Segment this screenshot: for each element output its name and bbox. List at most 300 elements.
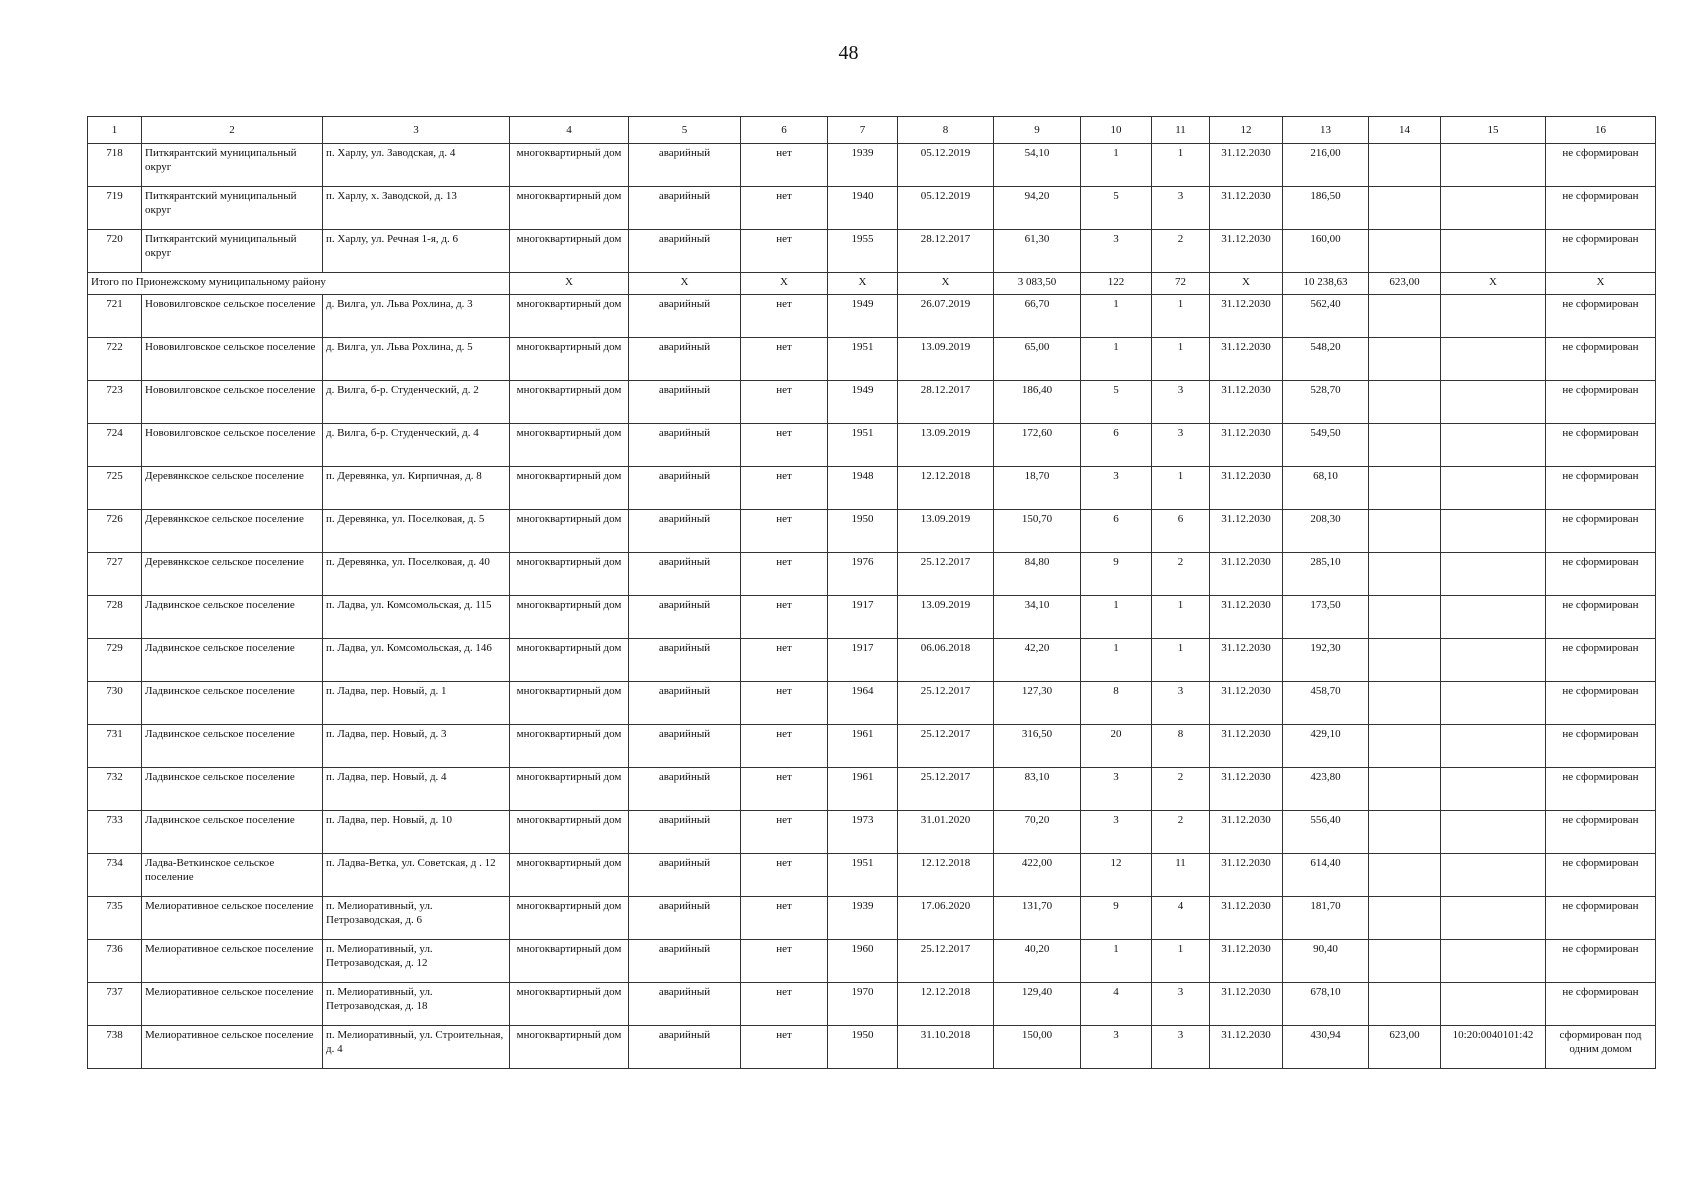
table-cell: Мелиоративное сельское поселение — [142, 983, 323, 1026]
table-cell: многоквартирный дом — [510, 983, 629, 1026]
table-cell: 11 — [1152, 854, 1210, 897]
table-cell: 728 — [88, 596, 142, 639]
table-cell: 623,00 — [1369, 1026, 1441, 1069]
table-cell: 31.12.2030 — [1210, 811, 1283, 854]
table-cell: нет — [741, 187, 828, 230]
table-cell: многоквартирный дом — [510, 940, 629, 983]
table-cell: 26.07.2019 — [898, 295, 994, 338]
table-cell: Нововилговское сельское поселение — [142, 424, 323, 467]
table-cell: X — [1546, 273, 1656, 295]
table-cell — [1369, 725, 1441, 768]
table-cell: X — [741, 273, 828, 295]
column-number-header: 2 — [142, 117, 323, 144]
table-cell: многоквартирный дом — [510, 510, 629, 553]
table-cell — [1369, 230, 1441, 273]
table-cell: 1940 — [828, 187, 898, 230]
column-number-header: 11 — [1152, 117, 1210, 144]
table-cell: Ладвинское сельское поселение — [142, 768, 323, 811]
table-cell: 1950 — [828, 510, 898, 553]
table-cell: аварийный — [629, 510, 741, 553]
table-cell: 726 — [88, 510, 142, 553]
table-cell — [1441, 639, 1546, 682]
table-cell: многоквартирный дом — [510, 424, 629, 467]
table-cell: 31.12.2030 — [1210, 1026, 1283, 1069]
table-cell — [1441, 983, 1546, 1026]
table-cell: Деревянкское сельское поселение — [142, 510, 323, 553]
table-cell: 1973 — [828, 811, 898, 854]
table-cell: Мелиоративное сельское поселение — [142, 897, 323, 940]
table-cell: многоквартирный дом — [510, 295, 629, 338]
table-cell: п. Ладва-Ветка, ул. Советская, д . 12 — [323, 854, 510, 897]
table-cell: нет — [741, 424, 828, 467]
table-cell: 84,80 — [994, 553, 1081, 596]
table-cell: 1 — [1081, 639, 1152, 682]
table-cell: п. Деревянка, ул. Поселковая, д. 5 — [323, 510, 510, 553]
table-cell — [1441, 553, 1546, 596]
table-cell: нет — [741, 725, 828, 768]
table-cell: 31.12.2030 — [1210, 510, 1283, 553]
table-cell: 13.09.2019 — [898, 596, 994, 639]
table-cell: не сформирован — [1546, 639, 1656, 682]
table-cell: аварийный — [629, 295, 741, 338]
table-cell: 528,70 — [1283, 381, 1369, 424]
table-cell: 31.12.2030 — [1210, 725, 1283, 768]
table-cell: 12.12.2018 — [898, 983, 994, 1026]
table-cell: 122 — [1081, 273, 1152, 295]
table-cell: не сформирован — [1546, 187, 1656, 230]
table-cell — [1441, 510, 1546, 553]
table-cell — [1369, 338, 1441, 381]
table-cell: не сформирован — [1546, 467, 1656, 510]
table-cell: 562,40 — [1283, 295, 1369, 338]
table-row — [88, 682, 1656, 725]
table-cell: 285,10 — [1283, 553, 1369, 596]
table-row — [88, 940, 1656, 983]
table-cell: 31.12.2030 — [1210, 144, 1283, 187]
table-cell: не сформирован — [1546, 983, 1656, 1026]
table-cell: п. Мелиоративный, ул. Петрозаводская, д. 18 — [323, 983, 510, 1026]
table-cell — [1441, 897, 1546, 940]
table-row — [88, 897, 1656, 940]
table-cell: 1939 — [828, 144, 898, 187]
table-cell: 61,30 — [994, 230, 1081, 273]
table-cell — [1369, 553, 1441, 596]
table-cell: Мелиоративное сельское поселение — [142, 940, 323, 983]
table-cell: нет — [741, 639, 828, 682]
table-cell: 31.12.2030 — [1210, 338, 1283, 381]
table-cell: 1961 — [828, 768, 898, 811]
table-cell: нет — [741, 1026, 828, 1069]
table-cell: 549,50 — [1283, 424, 1369, 467]
table-cell: нет — [741, 811, 828, 854]
total-row-label: Итого по Прионежскому муниципальному району — [88, 273, 510, 295]
page-number: 48 — [838, 42, 859, 64]
table-cell — [1369, 144, 1441, 187]
table-cell: д. Вилга, б-р. Студенческий, д. 4 — [323, 424, 510, 467]
table-cell — [1369, 768, 1441, 811]
table-cell: 31.12.2030 — [1210, 187, 1283, 230]
table-cell: п. Ладва, пер. Новый, д. 1 — [323, 682, 510, 725]
table-cell: 731 — [88, 725, 142, 768]
housing-table — [87, 116, 1656, 1069]
table-cell: 20 — [1081, 725, 1152, 768]
table-cell: нет — [741, 983, 828, 1026]
table-cell — [1441, 424, 1546, 467]
table-cell: многоквартирный дом — [510, 596, 629, 639]
table-cell: 31.12.2030 — [1210, 682, 1283, 725]
table-cell: не сформирован — [1546, 854, 1656, 897]
table-cell: 1 — [1152, 940, 1210, 983]
table-cell: 13.09.2019 — [898, 338, 994, 381]
table-cell: 722 — [88, 338, 142, 381]
table-cell: аварийный — [629, 639, 741, 682]
table-cell: нет — [741, 768, 828, 811]
table-cell: д. Вилга, ул. Льва Рохлина, д. 5 — [323, 338, 510, 381]
table-cell: X — [1441, 273, 1546, 295]
table-cell — [1441, 940, 1546, 983]
table-cell: 31.12.2030 — [1210, 768, 1283, 811]
table-cell: 31.12.2030 — [1210, 230, 1283, 273]
table-cell: многоквартирный дом — [510, 639, 629, 682]
table-cell: 31.12.2030 — [1210, 940, 1283, 983]
table-cell: не сформирован — [1546, 381, 1656, 424]
table-cell: многоквартирный дом — [510, 811, 629, 854]
table-cell: 3 — [1152, 1026, 1210, 1069]
table-cell: 724 — [88, 424, 142, 467]
table-cell — [1369, 854, 1441, 897]
table-cell — [1369, 510, 1441, 553]
table-cell: 150,70 — [994, 510, 1081, 553]
column-number-header: 9 — [994, 117, 1081, 144]
table-cell: 25.12.2017 — [898, 682, 994, 725]
table-cell: аварийный — [629, 187, 741, 230]
table-cell: 1964 — [828, 682, 898, 725]
column-number-header: 16 — [1546, 117, 1656, 144]
table-cell — [1369, 467, 1441, 510]
table-cell: 1 — [1081, 295, 1152, 338]
table-cell: 31.12.2030 — [1210, 639, 1283, 682]
table-cell: 721 — [88, 295, 142, 338]
table-cell: 12 — [1081, 854, 1152, 897]
table-row — [88, 854, 1656, 897]
table-cell — [1441, 144, 1546, 187]
table-cell — [1369, 983, 1441, 1026]
table-cell: 723 — [88, 381, 142, 424]
table-cell: Ладвинское сельское поселение — [142, 725, 323, 768]
table-cell: 6 — [1081, 424, 1152, 467]
table-cell: Нововилговское сельское поселение — [142, 338, 323, 381]
table-row — [88, 1026, 1656, 1069]
column-number-header: 14 — [1369, 117, 1441, 144]
table-cell: многоквартирный дом — [510, 338, 629, 381]
table-cell: 735 — [88, 897, 142, 940]
table-cell: 06.06.2018 — [898, 639, 994, 682]
table-row — [88, 596, 1656, 639]
table-cell: многоквартирный дом — [510, 144, 629, 187]
table-cell: 31.12.2030 — [1210, 381, 1283, 424]
table-cell: Мелиоративное сельское поселение — [142, 1026, 323, 1069]
table-row — [88, 510, 1656, 553]
table-cell: 3 — [1152, 682, 1210, 725]
table-cell: 31.10.2018 — [898, 1026, 994, 1069]
table-cell: многоквартирный дом — [510, 467, 629, 510]
table-row — [88, 295, 1656, 338]
table-cell: не сформирован — [1546, 725, 1656, 768]
column-number-header: 6 — [741, 117, 828, 144]
table-cell: 129,40 — [994, 983, 1081, 1026]
table-cell: 3 — [1081, 811, 1152, 854]
table-cell: 1 — [1152, 295, 1210, 338]
table-cell — [1369, 295, 1441, 338]
table-cell: 1949 — [828, 381, 898, 424]
table-cell: 736 — [88, 940, 142, 983]
table-cell: 2 — [1152, 230, 1210, 273]
table-cell — [1441, 725, 1546, 768]
table-cell: 94,20 — [994, 187, 1081, 230]
table-cell: не сформирован — [1546, 811, 1656, 854]
column-number-header: 5 — [629, 117, 741, 144]
table-cell: 9 — [1081, 897, 1152, 940]
table-cell: 458,70 — [1283, 682, 1369, 725]
table-row — [88, 983, 1656, 1026]
table-cell: 1960 — [828, 940, 898, 983]
table-cell: 4 — [1152, 897, 1210, 940]
table-cell: Нововилговское сельское поселение — [142, 381, 323, 424]
table-cell: не сформирован — [1546, 682, 1656, 725]
table-cell: не сформирован — [1546, 295, 1656, 338]
table-cell: не сформирован — [1546, 338, 1656, 381]
table-cell: п. Ладва, пер. Новый, д. 10 — [323, 811, 510, 854]
table-cell — [1441, 295, 1546, 338]
table-cell: 2 — [1152, 553, 1210, 596]
table-cell: аварийный — [629, 230, 741, 273]
table-row — [88, 467, 1656, 510]
table-cell: многоквартирный дом — [510, 725, 629, 768]
table-cell: 31.12.2030 — [1210, 467, 1283, 510]
table-row — [88, 187, 1656, 230]
table-cell: 192,30 — [1283, 639, 1369, 682]
table-cell — [1441, 338, 1546, 381]
table-cell: 1917 — [828, 639, 898, 682]
table-cell: Деревянкское сельское поселение — [142, 467, 323, 510]
table-cell: д. Вилга, ул. Льва Рохлина, д. 3 — [323, 295, 510, 338]
table-cell: 1 — [1081, 596, 1152, 639]
table-row — [88, 230, 1656, 273]
table-cell: п. Ладва, пер. Новый, д. 4 — [323, 768, 510, 811]
table-cell: 1951 — [828, 854, 898, 897]
table-cell: 316,50 — [994, 725, 1081, 768]
table-cell: 2 — [1152, 811, 1210, 854]
table-cell: 1949 — [828, 295, 898, 338]
table-cell: 730 — [88, 682, 142, 725]
table-cell: 678,10 — [1283, 983, 1369, 1026]
table-row — [88, 725, 1656, 768]
column-number-header: 15 — [1441, 117, 1546, 144]
table-cell: 3 — [1152, 381, 1210, 424]
table-cell: Деревянкское сельское поселение — [142, 553, 323, 596]
table-cell: п. Ладва, пер. Новый, д. 3 — [323, 725, 510, 768]
table-cell: 186,50 — [1283, 187, 1369, 230]
table-row — [88, 144, 1656, 187]
table-cell — [1441, 381, 1546, 424]
table-cell: 70,20 — [994, 811, 1081, 854]
table-cell: многоквартирный дом — [510, 854, 629, 897]
table-cell: 623,00 — [1369, 273, 1441, 295]
table-cell: аварийный — [629, 381, 741, 424]
table-cell: 13.09.2019 — [898, 510, 994, 553]
table-cell: 186,40 — [994, 381, 1081, 424]
table-cell: многоквартирный дом — [510, 768, 629, 811]
table-cell: аварийный — [629, 338, 741, 381]
table-cell: 66,70 — [994, 295, 1081, 338]
table-cell: не сформирован — [1546, 510, 1656, 553]
table-cell — [1441, 768, 1546, 811]
table-cell: 1 — [1152, 338, 1210, 381]
table-cell: Ладвинское сельское поселение — [142, 682, 323, 725]
table-cell: аварийный — [629, 854, 741, 897]
table-cell — [1369, 682, 1441, 725]
table-cell: аварийный — [629, 983, 741, 1026]
table-cell: нет — [741, 682, 828, 725]
table-cell — [1441, 854, 1546, 897]
table-cell: 1 — [1081, 338, 1152, 381]
table-cell: 65,00 — [994, 338, 1081, 381]
table-cell: 12.12.2018 — [898, 854, 994, 897]
table-cell: 25.12.2017 — [898, 768, 994, 811]
table-cell: аварийный — [629, 725, 741, 768]
table-cell: 1948 — [828, 467, 898, 510]
table-cell: аварийный — [629, 144, 741, 187]
column-number-header: 8 — [898, 117, 994, 144]
table-cell: 1951 — [828, 338, 898, 381]
table-cell: сформирован под одним домом — [1546, 1026, 1656, 1069]
table-cell: 732 — [88, 768, 142, 811]
table-cell: Питкярантский муниципальный округ — [142, 187, 323, 230]
table-cell: 734 — [88, 854, 142, 897]
column-number-header: 10 — [1081, 117, 1152, 144]
table-cell: многоквартирный дом — [510, 897, 629, 940]
table-cell: аварийный — [629, 768, 741, 811]
table-cell: аварийный — [629, 682, 741, 725]
table-cell: 1976 — [828, 553, 898, 596]
table-cell: 6 — [1152, 510, 1210, 553]
table-cell: 131,70 — [994, 897, 1081, 940]
table-cell — [1441, 596, 1546, 639]
table-cell: 9 — [1081, 553, 1152, 596]
table-cell: Питкярантский муниципальный округ — [142, 144, 323, 187]
table-row — [88, 424, 1656, 467]
table-cell: 25.12.2017 — [898, 725, 994, 768]
table-cell: 5 — [1081, 187, 1152, 230]
table-cell: нет — [741, 596, 828, 639]
table-cell: не сформирован — [1546, 553, 1656, 596]
column-number-header: 1 — [88, 117, 142, 144]
table-cell: п. Харлу, ул. Речная 1-я, д. 6 — [323, 230, 510, 273]
table-cell: Ладвинское сельское поселение — [142, 639, 323, 682]
table-cell — [1369, 897, 1441, 940]
table-cell: 1 — [1152, 596, 1210, 639]
table-cell: аварийный — [629, 424, 741, 467]
table-cell: д. Вилга, б-р. Студенческий, д. 2 — [323, 381, 510, 424]
table-cell — [1369, 940, 1441, 983]
table-cell: не сформирован — [1546, 940, 1656, 983]
table-cell: 18,70 — [994, 467, 1081, 510]
table-row — [88, 338, 1656, 381]
table-cell: нет — [741, 230, 828, 273]
table-cell: 05.12.2019 — [898, 187, 994, 230]
table-cell: 733 — [88, 811, 142, 854]
table-cell: 10 238,63 — [1283, 273, 1369, 295]
table-cell: аварийный — [629, 940, 741, 983]
column-number-header: 4 — [510, 117, 629, 144]
table-cell: 4 — [1081, 983, 1152, 1026]
table-cell: 150,00 — [994, 1026, 1081, 1069]
table-cell: 1 — [1152, 144, 1210, 187]
table-cell: 54,10 — [994, 144, 1081, 187]
table-cell: не сформирован — [1546, 230, 1656, 273]
table-cell: 614,40 — [1283, 854, 1369, 897]
table-cell: 3 — [1081, 768, 1152, 811]
table-cell: 31.01.2020 — [898, 811, 994, 854]
table-cell: X — [898, 273, 994, 295]
column-number-header: 3 — [323, 117, 510, 144]
table-cell: 3 — [1081, 1026, 1152, 1069]
table-cell: 173,50 — [1283, 596, 1369, 639]
table-cell: 3 — [1152, 187, 1210, 230]
table-cell: 3 — [1081, 467, 1152, 510]
table-cell: п. Деревянка, ул. Поселковая, д. 40 — [323, 553, 510, 596]
table-cell: 25.12.2017 — [898, 553, 994, 596]
table-cell: Ладвинское сельское поселение — [142, 596, 323, 639]
table-cell: X — [828, 273, 898, 295]
table-cell: 738 — [88, 1026, 142, 1069]
table-cell: 28.12.2017 — [898, 230, 994, 273]
table-cell: 727 — [88, 553, 142, 596]
table-cell — [1441, 682, 1546, 725]
table-cell: 720 — [88, 230, 142, 273]
table-cell: нет — [741, 295, 828, 338]
column-number-header: 13 — [1283, 117, 1369, 144]
table-row — [88, 553, 1656, 596]
table-cell — [1369, 811, 1441, 854]
table-cell: п. Харлу, ул. Заводская, д. 4 — [323, 144, 510, 187]
table-cell: 31.12.2030 — [1210, 897, 1283, 940]
table-cell: 172,60 — [994, 424, 1081, 467]
table-cell: п. Ладва, ул. Комсомольская, д. 115 — [323, 596, 510, 639]
table-cell: 31.12.2030 — [1210, 854, 1283, 897]
table-cell — [1369, 639, 1441, 682]
table-cell: 3 — [1152, 983, 1210, 1026]
table-cell — [1441, 230, 1546, 273]
table-cell: 8 — [1081, 682, 1152, 725]
table-cell: нет — [741, 510, 828, 553]
table-cell: нет — [741, 940, 828, 983]
table-cell: аварийный — [629, 596, 741, 639]
table-cell: 72 — [1152, 273, 1210, 295]
table-cell: 422,00 — [994, 854, 1081, 897]
table-cell: 3 — [1152, 424, 1210, 467]
table-cell: 1950 — [828, 1026, 898, 1069]
table-cell: 6 — [1081, 510, 1152, 553]
table-cell: 718 — [88, 144, 142, 187]
table-cell: аварийный — [629, 897, 741, 940]
table-cell: 31.12.2030 — [1210, 295, 1283, 338]
table-cell: X — [510, 273, 629, 295]
table-cell: 68,10 — [1283, 467, 1369, 510]
table-cell: нет — [741, 467, 828, 510]
table-cell: 1 — [1152, 639, 1210, 682]
table-cell: X — [1210, 273, 1283, 295]
